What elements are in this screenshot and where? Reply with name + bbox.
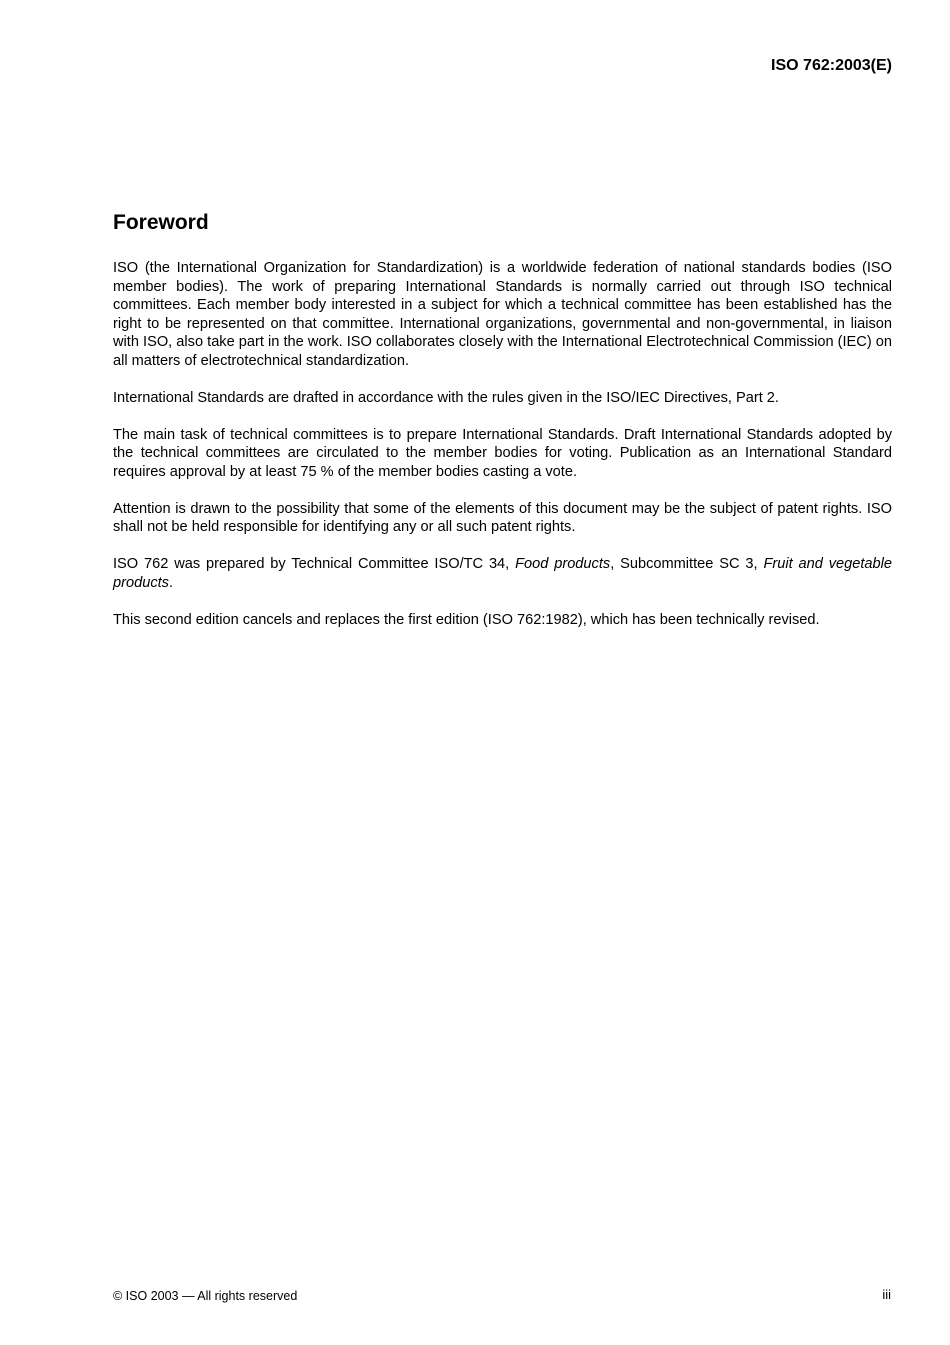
paragraph-main-task: The main task of technical committees is to prepare International Standards. Draft International Standards adopted by the technical committees are circulated to the member bodies for voting. Publication as an International Standard requires approval by at least 75 % of the member bodies casting a vote. [113, 426, 892, 480]
subcommittee-name: Fruit and vegetable products [113, 556, 892, 591]
committee-name: Food products [515, 556, 611, 572]
prepared-by-suffix: . [168, 574, 174, 591]
prepared-by-middle: , Subcommittee SC 3, [610, 556, 764, 572]
paragraph-prepared-by [113, 555, 892, 592]
document-id-header: ISO 762:2003(E) [771, 57, 892, 74]
foreword-body [113, 259, 892, 648]
paragraph-edition: This second edition cancels and replaces the first edition (ISO 762:1982), which has been technically revised. [113, 611, 820, 628]
paragraph-directives: International Standards are drafted in accordance with the rules given in the ISO/IEC Directives, Part 2. [113, 389, 779, 406]
page-number: iii [882, 1287, 891, 1302]
paragraph-iso-intro: ISO (the International Organization for Standardization) is a worldwide federation of national standards bodies (ISO member bodies). The work of preparing International Standards is normally carried out through ISO technical committees. Each member body interested in a subject for which a technical committee has been established has the right to be represented on that committee. International organizations, governmental and non-governmental, in liaison with ISO, also take part in the work. ISO collaborates closely with the International Electrotechnical Commission (IEC) on all matters of electrotechnical standardization. [113, 260, 892, 369]
page-title: Foreword [113, 211, 209, 234]
prepared-by-prefix: ISO 762 was prepared by Technical Committee ISO/TC 34, [113, 556, 516, 572]
copyright-footer: © ISO 2003 — All rights reserved [113, 1289, 298, 1303]
paragraph-patent-rights: Attention is drawn to the possibility that some of the elements of this document may be the subject of patent rights. ISO shall not be held responsible for identifying any or all such patent rights. [113, 500, 892, 535]
